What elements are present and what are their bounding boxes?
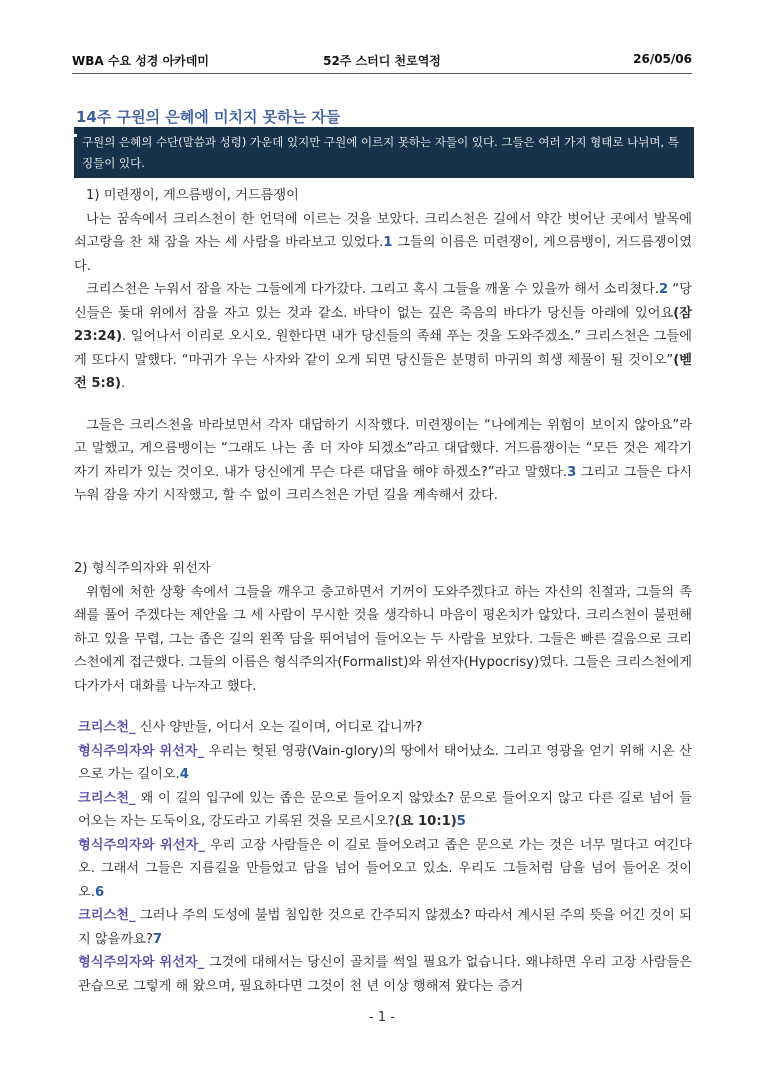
scripture-citation: (잠 23:24)	[74, 305, 692, 344]
dialog-list	[74, 716, 692, 998]
footnote-ref: 1	[383, 235, 393, 250]
footnote-ref: 7	[152, 931, 163, 947]
section-1-heading: 1) 미련쟁이, 게으름뱅이, 거드름쟁이	[86, 188, 299, 203]
section-1-paragraph-3	[74, 414, 692, 508]
dialog-text: 우리 고장 사람들은 이 길로 들어오려고 좁은 문으로 가는 것은 너무 멀다고 여긴다오. 그래서 그들은 지름길을 만들었고 담을 넘어 들어오고 있소. 우리도 그들처럼 담을 넘어 들어온 것이오.	[78, 837, 692, 900]
paragraph-text: 크리스천은 누워서 잠을 자는 그들에게 다가갔다. 그리고 혹시 그들을 깨울 수 있을까 해서 소리쳤다.	[86, 282, 659, 297]
header-date: 26/05/06	[633, 52, 692, 66]
page-header	[72, 52, 692, 72]
paragraph-text: 그리고 그들은 다시 누워 잠을 자기 시작했고, 할 수 없이 크리스천은 가던 길을 계속해서 갔다.	[74, 464, 692, 503]
speaker-label: 형식주의자와 위선자_	[78, 837, 205, 853]
paragraph-text: 그들의 이름은 미련쟁이, 게으름뱅이, 거드름쟁이였다.	[74, 235, 692, 274]
dialog-line	[74, 951, 692, 998]
dialog-line	[74, 740, 692, 787]
dialog-text: 왜 이 길의 입구에 있는 좁은 문으로 들어오지 않았소? 문으로 들어오지 않고 다른 길로 넘어 들어오는 자는 도둑이요, 강도라고 기록된 것을 모르시오?	[78, 790, 692, 829]
footnote-ref: 3	[567, 464, 577, 480]
footnote-ref: 2	[659, 282, 669, 297]
paragraph-text: “당신들은 돛대 위에서 잠을 자고 있는 것과 같소. 바닥이 없는 깊은 죽음의 바다가 당신들 아래에 있어요	[74, 282, 692, 321]
dialog-line	[74, 787, 692, 834]
speaker-label: 형식주의자와 위선자_	[78, 955, 205, 970]
dialog-text: 신사 양반들, 어디서 오는 길이며, 어디로 갑니까?	[135, 720, 423, 735]
section-2-paragraph-1: 위험에 처한 상황 속에서 그들을 깨우고 충고하면서 기꺼이 도와주겠다고 하는 자신의 친절과, 그들의 족쇄를 풀어 주겠다는 제안을 그 세 사람이 무시한 것을 생각하니 마음이 평온치가 않았다. 크리스천이 불편해하고 있을 무렵, 그는 좁은 길의 왼쪽 담을 뛰어넘어 들어오는 두 사람을 보았다. 그들은 빠른 걸음으로 크리스천에게 접근했다. 그들의 이름은 형식주의자(Formalist)와 위선자(Hypocrisy)였다. 그들은 크리스천에게 다가가서 대화를 나누자고 했다.	[74, 584, 692, 694]
dialog-text: 우리는 헛된 영광(Vain-glory)의 땅에서 태어났소. 그리고 영광을 얻기 위해 시온 산으로 가는 길이오.	[78, 743, 692, 782]
bullet-icon	[74, 134, 77, 137]
scripture-citation: (벧전 5:8)	[74, 352, 692, 391]
page-title: 14주 구원의 은혜에 미치지 못하는 자들	[76, 108, 341, 126]
dialog-text: 그러나 주의 도성에 불법 침입한 것으로 간주되지 않겠소? 따라서 계시된 주의 뜻을 어긴 것이 되지 않을까요?	[78, 908, 692, 947]
paragraph-text: 그들은 크리스천을 바라보면서 각자 대답하기 시작했다. 미련쟁이는 “나에게는 위험이 보이지 않아요”라고 말했고, 게으름뱅이는 “그래도 나는 좀 더 자야 되겠소”라고 대답했다. 거드름쟁이는 “모든 것은 제각기 자기 자리가 있는 것이오. 내가 당신에게 무슨 다른 대답을 해야 하겠소?”라고 말했다.	[74, 417, 692, 480]
section-2	[74, 557, 692, 998]
paragraph-text: 나는 꿈속에서 크리스천이 한 언덕에 이르는 것을 보았다. 크리스천은 길에서 약간 벗어난 곳에서 발목에 쇠고랑을 찬 채 잠을 자는 세 사람을 바라보고 있었다.	[74, 211, 692, 250]
speaker-label: 크리스천_	[78, 908, 136, 923]
header-divider	[72, 73, 692, 74]
dialog-line	[74, 904, 692, 951]
dialog-line	[74, 716, 692, 740]
paragraph-text: . 일어나서 이리로 오시오. 원한다면 내가 당신들의 족쇄 푸는 것을 도와주겠소.” 크리스천은 그들에게 또다시 말했다. “마귀가 우는 사자와 같이 오게 되면 당신들은 분명히 마귀의 희생 제물이 될 것이오”	[74, 329, 692, 368]
scripture-citation: (요 10:1)	[394, 814, 457, 829]
header-left: WBA 수요 성경 아카데미	[72, 54, 209, 68]
section-2-heading: 2) 형식주의자와 위선자	[74, 561, 211, 576]
callout-text: 구원의 은혜의 수단(말씀과 성령) 가운데 있지만 구원에 이르지 못하는 자들이 있다. 그들은 여러 가지 형태로 나뉘며, 특징들이 있다.	[82, 135, 679, 170]
speaker-label: 형식주의자와 위선자_	[78, 743, 205, 759]
footnote-ref: 5	[456, 814, 466, 829]
paragraph-text: .	[120, 376, 126, 391]
dialog-text: 그것에 대해서는 당신이 골치를 썩일 필요가 없습니다. 왜냐하면 우리 고장 사람들은 관습으로 그렇게 해 왔으며, 필요하다면 그것이 천 년 이상 행해져 왔다는 증거	[78, 955, 692, 994]
section-1-paragraph-1	[74, 208, 692, 279]
section-1-paragraph-2	[74, 278, 692, 396]
speaker-label: 크리스천_	[78, 790, 136, 806]
header-center: 52주 스터디 천로역정	[323, 54, 441, 68]
speaker-label: 크리스천_	[78, 720, 136, 735]
dialog-line	[74, 834, 692, 905]
page-number: - 1 -	[369, 1010, 395, 1025]
footnote-ref: 4	[179, 767, 189, 782]
section-1	[74, 184, 692, 508]
summary-callout	[74, 127, 694, 178]
footnote-ref: 6	[94, 884, 105, 900]
